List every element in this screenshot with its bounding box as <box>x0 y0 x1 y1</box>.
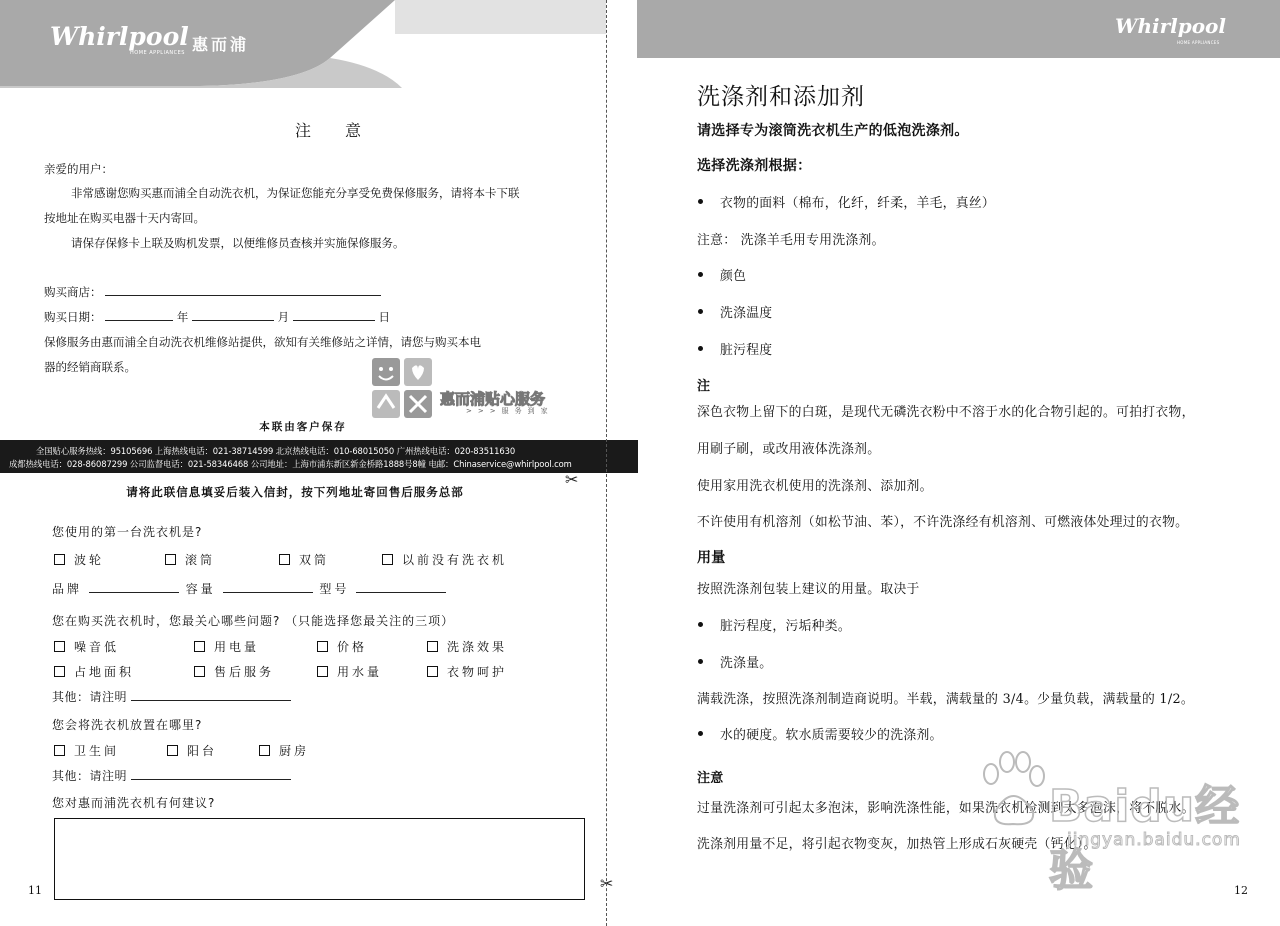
bullet-fabric: 衣物的面料（棉布，化纤，纤柔，羊毛，真丝） <box>720 196 996 211</box>
caution-line2: 洗涤剂用量不足，将引起衣物变灰，加热管上形成石灰硬壳（钙化）。 <box>697 837 1097 852</box>
option-fabric-care[interactable] <box>427 663 507 680</box>
bullet-load: 洗涤量。 <box>720 656 773 671</box>
bullet-icon <box>698 346 703 351</box>
option-label: 占地面积 <box>74 665 135 679</box>
use-home-detergent: 使用家用洗衣机使用的洗涤剂、添加剂。 <box>697 479 933 494</box>
option-water-use[interactable] <box>317 663 382 680</box>
scissors-icon-bottom: ✂ <box>600 874 614 893</box>
option-twin-tub[interactable] <box>279 551 329 568</box>
store-field[interactable] <box>105 284 381 296</box>
paw-icon <box>977 752 1047 832</box>
option-label: 衣物呵护 <box>447 665 508 679</box>
checkbox[interactable] <box>54 554 65 565</box>
store-label: 购买商店： <box>44 285 102 299</box>
hotline-row-2: 成都热线电话：028-86087299 公司监督电话：021-58346468 公司地址：上海市浦东新区新金桥路1888号8幢 电邮：Chinaservice@whirlpool.com <box>9 459 572 469</box>
right-page <box>637 0 1280 926</box>
date-row <box>44 309 390 325</box>
suggestion-textarea[interactable] <box>54 818 585 900</box>
option-low-noise[interactable] <box>54 638 119 655</box>
option-price[interactable] <box>317 638 367 655</box>
left-header <box>0 0 606 90</box>
para1-line1: 非常感谢您购买惠而浦全自动洗衣机，为保证您能充分享受免费保修服务，请将本卡下联 <box>71 186 520 200</box>
other-field-1[interactable] <box>131 689 291 701</box>
option-label: 用电量 <box>214 640 260 654</box>
option-impeller[interactable] <box>54 551 104 568</box>
store-row <box>44 284 381 300</box>
question-suggestions: 您对惠而浦洗衣机有何建议? <box>52 796 216 810</box>
smiley-faces-icon <box>370 356 436 420</box>
bullet-icon <box>698 199 703 204</box>
capacity-field[interactable] <box>223 581 313 593</box>
bullet-hardness: 水的硬度。软水质需要较少的洗涤剂。 <box>720 728 943 743</box>
option-footprint[interactable] <box>54 663 134 680</box>
no-solvent: 不许使用有机溶剂（如松节油、苯），不许洗涤经有机溶剂、可燃液体处理过的衣物。 <box>697 515 1189 530</box>
whirlpool-logo-left: Whirlpool <box>50 22 189 51</box>
option-bathroom[interactable] <box>54 742 119 759</box>
checkbox[interactable] <box>259 745 270 756</box>
other-row-1 <box>52 688 291 705</box>
logo-sub-left: HOME APPLIANCES <box>130 50 185 56</box>
logo-sub-right: HOME APPLIANCES <box>1177 40 1220 45</box>
right-header <box>637 0 1280 58</box>
question-first-washer: 您使用的第一台洗衣机是? <box>52 525 203 539</box>
option-drum[interactable] <box>165 551 215 568</box>
section-subtitle: 请选择专为滚筒洗衣机生产的低泡洗涤剂。 <box>697 123 969 139</box>
option-label: 洗涤效果 <box>447 640 508 654</box>
option-label: 双筒 <box>299 553 330 567</box>
checkbox[interactable] <box>427 641 438 652</box>
option-after-sales[interactable] <box>194 663 274 680</box>
option-label: 售后服务 <box>214 665 275 679</box>
checkbox[interactable] <box>427 666 438 677</box>
month-field[interactable] <box>192 309 274 321</box>
other-field-2[interactable] <box>131 768 291 780</box>
checkbox[interactable] <box>317 666 328 677</box>
full-load: 满载洗涤，按照洗涤剂制造商说明。半载，满载量的 3/4。少量负载，满载量的 1/2。 <box>697 692 1195 707</box>
dosage-heading: 用量 <box>697 550 726 566</box>
notice-title: 注意 <box>294 121 395 140</box>
option-no-washer[interactable] <box>382 551 507 568</box>
model-label: 型号 <box>319 582 350 596</box>
model-field[interactable] <box>356 581 446 593</box>
checkbox[interactable] <box>194 641 205 652</box>
scissors-icon-band: ✂ <box>565 470 579 489</box>
brand-label: 品牌 <box>52 582 83 596</box>
bullet-icon <box>698 731 703 736</box>
para1-line2: 按地址在购买电器十天内寄回。 <box>44 211 205 225</box>
option-wash-result[interactable] <box>427 638 507 655</box>
question-placement: 您会将洗衣机放置在哪里? <box>52 718 203 732</box>
option-label: 阳台 <box>187 744 218 758</box>
day-label: 日 <box>378 310 390 324</box>
capacity-label: 容量 <box>185 582 216 596</box>
service-line2: 器的经销商联系。 <box>44 360 136 374</box>
basis-heading: 选择洗涤剂根据： <box>697 158 812 174</box>
checkbox[interactable] <box>317 641 328 652</box>
option-power-use[interactable] <box>194 638 259 655</box>
page-number-left: 11 <box>28 884 42 897</box>
hotline-band <box>0 440 638 473</box>
checkbox[interactable] <box>194 666 205 677</box>
month-label: 月 <box>277 310 290 324</box>
bullet-icon <box>698 272 703 277</box>
keep-label: 本联由客户保存 <box>259 421 347 433</box>
service-logo-name: 惠而浦贴心服务 <box>440 390 546 408</box>
checkbox[interactable] <box>167 745 178 756</box>
page-divider-dashed <box>606 0 607 926</box>
bullet-temperature: 洗涤温度 <box>720 306 773 321</box>
bullet-icon <box>698 309 703 314</box>
caution-line1: 过量洗涤剂可引起太多泡沫，影响洗涤性能，如果洗衣机检测到太多泡沫，将不脱水。 <box>697 801 1195 816</box>
note-line2: 用刷子刷，或改用液体洗涤剂。 <box>697 442 881 457</box>
option-label: 波轮 <box>74 553 105 567</box>
other-label: 其他：请注明 <box>52 769 128 783</box>
question-concerns: 您在购买洗衣机时，您最关心哪些问题? （只能选择您最关注的三项） <box>52 614 455 628</box>
greeting: 亲爱的用户： <box>44 162 113 176</box>
other-label: 其他：请注明 <box>52 690 128 704</box>
mail-instruction: 请将此联信息填妥后装入信封，按下列地址寄回售后服务总部 <box>126 485 464 499</box>
section-title: 洗涤剂和添加剂 <box>697 84 865 110</box>
note-line1: 深色衣物上留下的白斑，是现代无磷洗衣粉中不溶于水的化合物引起的。可拍打衣物， <box>697 405 1195 420</box>
year-field[interactable] <box>105 309 173 321</box>
option-balcony[interactable] <box>167 742 217 759</box>
checkbox[interactable] <box>279 554 290 565</box>
brand-chinese-name: 惠而浦 <box>192 35 250 54</box>
option-label: 厨房 <box>279 744 310 758</box>
service-line1: 保修服务由惠而浦全自动洗衣机维修站提供，欲知有关维修站之详情，请您与购买本电 <box>44 335 481 349</box>
option-label: 用水量 <box>337 665 383 679</box>
bullet-dirt-type: 脏污程度，污垢种类。 <box>720 619 851 634</box>
option-label: 价格 <box>337 640 368 654</box>
brand-field[interactable] <box>89 581 179 593</box>
brand-capacity-model-row <box>52 580 446 597</box>
date-label: 购买日期： <box>44 310 102 324</box>
service-logo-tagline: >>>服务到家 <box>466 407 554 415</box>
option-kitchen[interactable] <box>259 742 309 759</box>
option-label: 噪音低 <box>74 640 120 654</box>
hotline-row-1: 全国贴心服务热线：95105696 上海热线电话：021-38714599 北京热线电话：010-68015050 广州热线电话：020-83511630 <box>36 446 516 456</box>
bullet-icon <box>698 622 703 627</box>
dosage-intro: 按照洗涤剂包装上建议的用量。取决于 <box>697 582 920 597</box>
other-row-2 <box>52 767 291 784</box>
option-label: 滚筒 <box>185 553 216 567</box>
para2: 请保存保修卡上联及购机发票，以便维修员查核并实施保修服务。 <box>71 236 405 250</box>
year-label: 年 <box>176 310 189 324</box>
checkbox[interactable] <box>54 641 65 652</box>
checkbox[interactable] <box>54 745 65 756</box>
option-label: 卫生间 <box>74 744 120 758</box>
caution-heading: 注意 <box>697 771 724 786</box>
note-wool: 注意： 洗涤羊毛用专用洗涤剂。 <box>697 233 885 248</box>
checkbox[interactable] <box>54 666 65 677</box>
checkbox[interactable] <box>165 554 176 565</box>
bullet-dirt: 脏污程度 <box>720 343 773 358</box>
service-logo <box>370 356 585 420</box>
day-field[interactable] <box>293 309 375 321</box>
page-number-right: 12 <box>1234 884 1248 897</box>
option-label: 以前没有洗衣机 <box>402 553 508 567</box>
bullet-icon <box>698 659 703 664</box>
whirlpool-logo-right: Whirlpool <box>1115 14 1226 38</box>
note-heading: 注 <box>697 379 711 394</box>
bullet-color: 颜色 <box>720 269 747 284</box>
watermark-text: Baidu经验 <box>1049 781 1241 896</box>
watermark-url: jingyan.baidu.com <box>1067 830 1241 850</box>
checkbox[interactable] <box>382 554 393 565</box>
